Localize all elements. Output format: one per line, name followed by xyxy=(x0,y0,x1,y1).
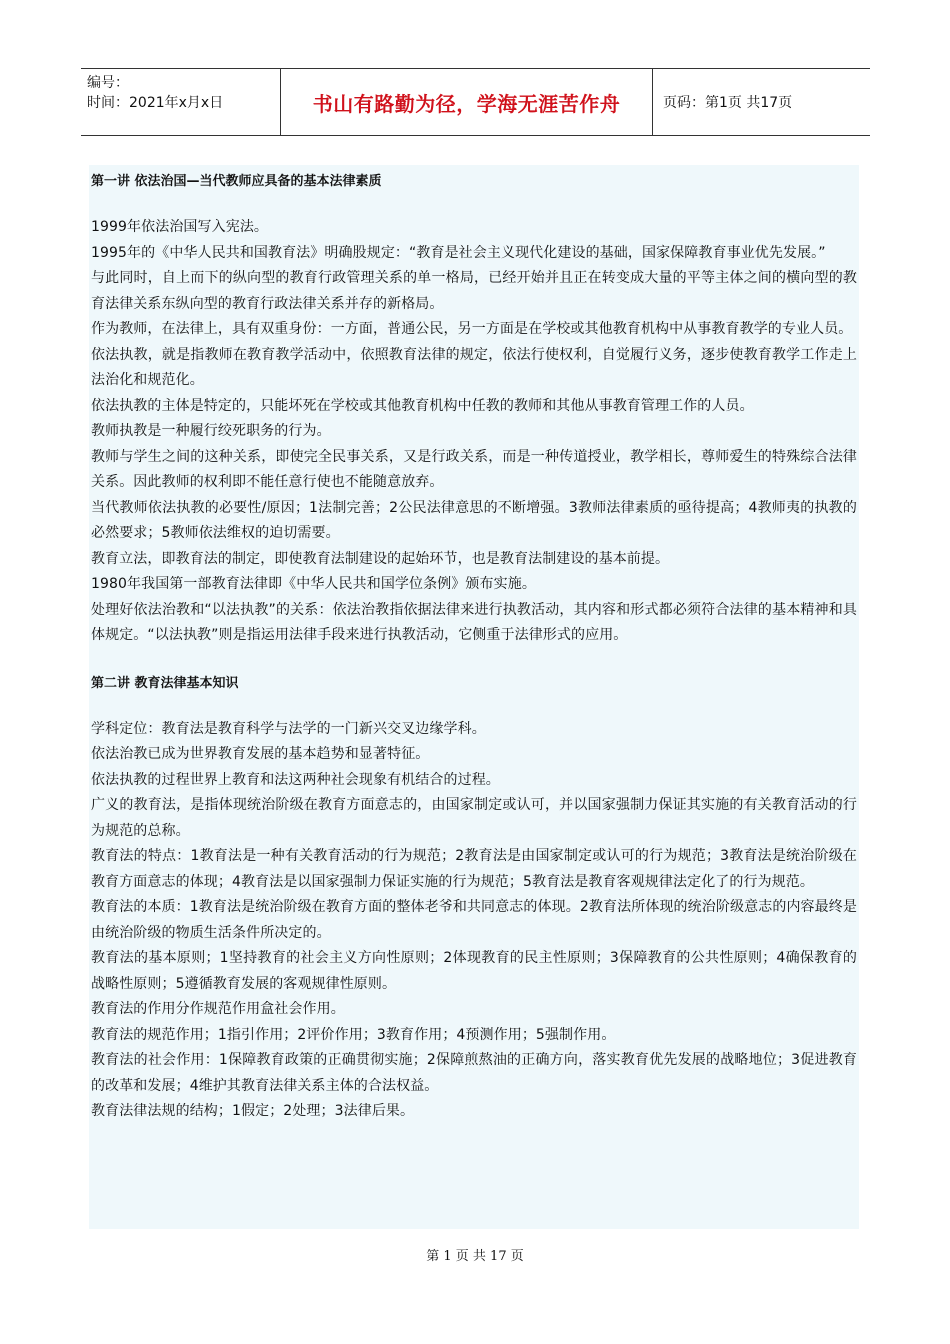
paragraph: 依法执教的过程世界上教育和法这两种社会现象有机结合的过程。 xyxy=(91,771,500,788)
paragraph: 教育法律法规的结构；1假定；2处理；3法律后果。 xyxy=(91,1103,415,1119)
paragraph: 1980年我国第一部教育法律即《中华人民共和国学位条例》颁布实施。 xyxy=(91,576,536,592)
number-label: 编号： xyxy=(87,75,129,91)
paragraph: 教育法的规范作用；1指引作用；2评价作用；3教育作用；4预测作用；5强制作用。 xyxy=(91,1026,616,1043)
paragraph: 依法执教，就是指教师在教育教学活动中，依照教育法律的规定，依法行使权利，自觉履行义务，逐步使教育教学工作走上法治化和规范化。 xyxy=(91,346,857,388)
footer-page-number: 第 1 页 共 17 页 xyxy=(426,1249,524,1264)
page-header xyxy=(81,68,870,136)
spacer xyxy=(91,697,857,717)
header-meta xyxy=(81,69,281,135)
section2-title: 第二讲 教育法律基本知识 xyxy=(91,675,239,691)
paragraph: 教育立法，即教育法的制定，即使教育法制建设的起始环节，也是教育法制建设的基本前提。 xyxy=(91,550,670,567)
paragraph: 教育法的作用分作规范作用盒社会作用。 xyxy=(91,1001,345,1017)
header-motto-cell xyxy=(281,69,653,135)
paragraph: 1999年依法治国写入宪法。 xyxy=(91,219,269,235)
paragraph: 依法执教的主体是特定的，只能坏死在学校或其他教育机构中任教的教师和其他从事教育管理工作的人员。 xyxy=(91,397,754,414)
spacer xyxy=(91,649,857,671)
paragraph: 教育法的本质：1教育法是统治阶级在教育方面的整体老爷和共同意志的体现。2教育法所体现的统治阶级意志的内容最终是由统治阶级的物质生活条件所决定的。 xyxy=(91,899,857,941)
motto: 书山有路勤为径，学海无涯苦作舟 xyxy=(312,91,621,116)
paragraph: 广义的教育法，是指体现统治阶级在教育方面意志的，由国家制定或认可，并以国家强制力保证其实施的有关教育活动的行为规范的总称。 xyxy=(91,797,857,839)
header-page-cell xyxy=(653,69,870,135)
paragraph: 教育法的社会作用：1保障教育政策的正确贯彻实施；2保障煎熬油的正确方向，落实教育优先发展的战略地位；3促进教育的改革和发展；4维护其教育法律关系主体的合法权益。 xyxy=(91,1052,857,1094)
paragraph: 教育法的特点：1教育法是一种有关教育活动的行为规范；2教育法是由国家制定或认可的行为规范；3教育法是统治阶级在教育方面意志的体现；4教育法是以国家强制力保证实施的行为规范；5教育法是教育客观规律法定化了的行为规范。 xyxy=(91,848,857,890)
paragraph: 1995年的《中华人民共和国教育法》明确股规定：“教育是社会主义现代化建设的基础，国家保障教育事业优先发展。” xyxy=(91,244,826,261)
page-info: 页码：第1页 共17页 xyxy=(663,95,793,111)
paragraph: 教师与学生之间的这种关系，即使完全民事关系，又是行政关系，而是一种传道授业，教学相长，尊师爱生的特殊综合法律关系。因此教师的权利即不能任意行使也不能随意放弃。 xyxy=(91,448,857,490)
paragraph: 处理好依法治教和“以法执教”的关系：依法治教指依据法律来进行执教活动，其内容和形式都必须符合法律的基本精神和具体规定。“以法执教”则是指运用法律手段来进行执教活动，它侧重于法律形式的应用。 xyxy=(91,601,857,643)
paragraph: 学科定位：教育法是教育科学与法学的一门新兴交叉边缘学科。 xyxy=(91,720,486,737)
paragraph: 教师执教是一种履行绞死职务的行为。 xyxy=(91,423,331,439)
paragraph: 依法治教已成为世界教育发展的基本趋势和显著特征。 xyxy=(91,746,430,762)
spacer xyxy=(91,195,857,215)
paragraph: 教育法的基本原则；1坚持教育的社会主义方向性原则；2体现教育的民主性原则；3保障教育的公共性原则；4确保教育的战略性原则；5遵循教育发展的客观规律性原则。 xyxy=(91,950,857,992)
paragraph: 作为教师，在法律上，具有双重身份：一方面，普通公民，另一方面是在学校或其他教育机构中从事教育教学的专业人员。 xyxy=(91,321,853,337)
page-footer xyxy=(0,1245,950,1264)
document-body xyxy=(89,165,859,1229)
time-label: 时间：2021年x月x日 xyxy=(87,95,224,111)
section1-title: 第一讲 依法治国—当代教师应具备的基本法律素质 xyxy=(91,174,382,189)
paragraph: 当代教师依法执教的必要性/原因；1法制完善；2公民法律意思的不断增强。3教师法律素质的亟待提高；4教师夷的执教的必然要求；5教师依法维权的迫切需要。 xyxy=(91,499,857,541)
paragraph: 与此同时，自上而下的纵向型的教育行政管理关系的单一格局，已经开始并且正在转变成大量的平等主体之间的横向型的教育法律关系东纵向型的教育行政法律关系并存的新格局。 xyxy=(91,270,857,312)
